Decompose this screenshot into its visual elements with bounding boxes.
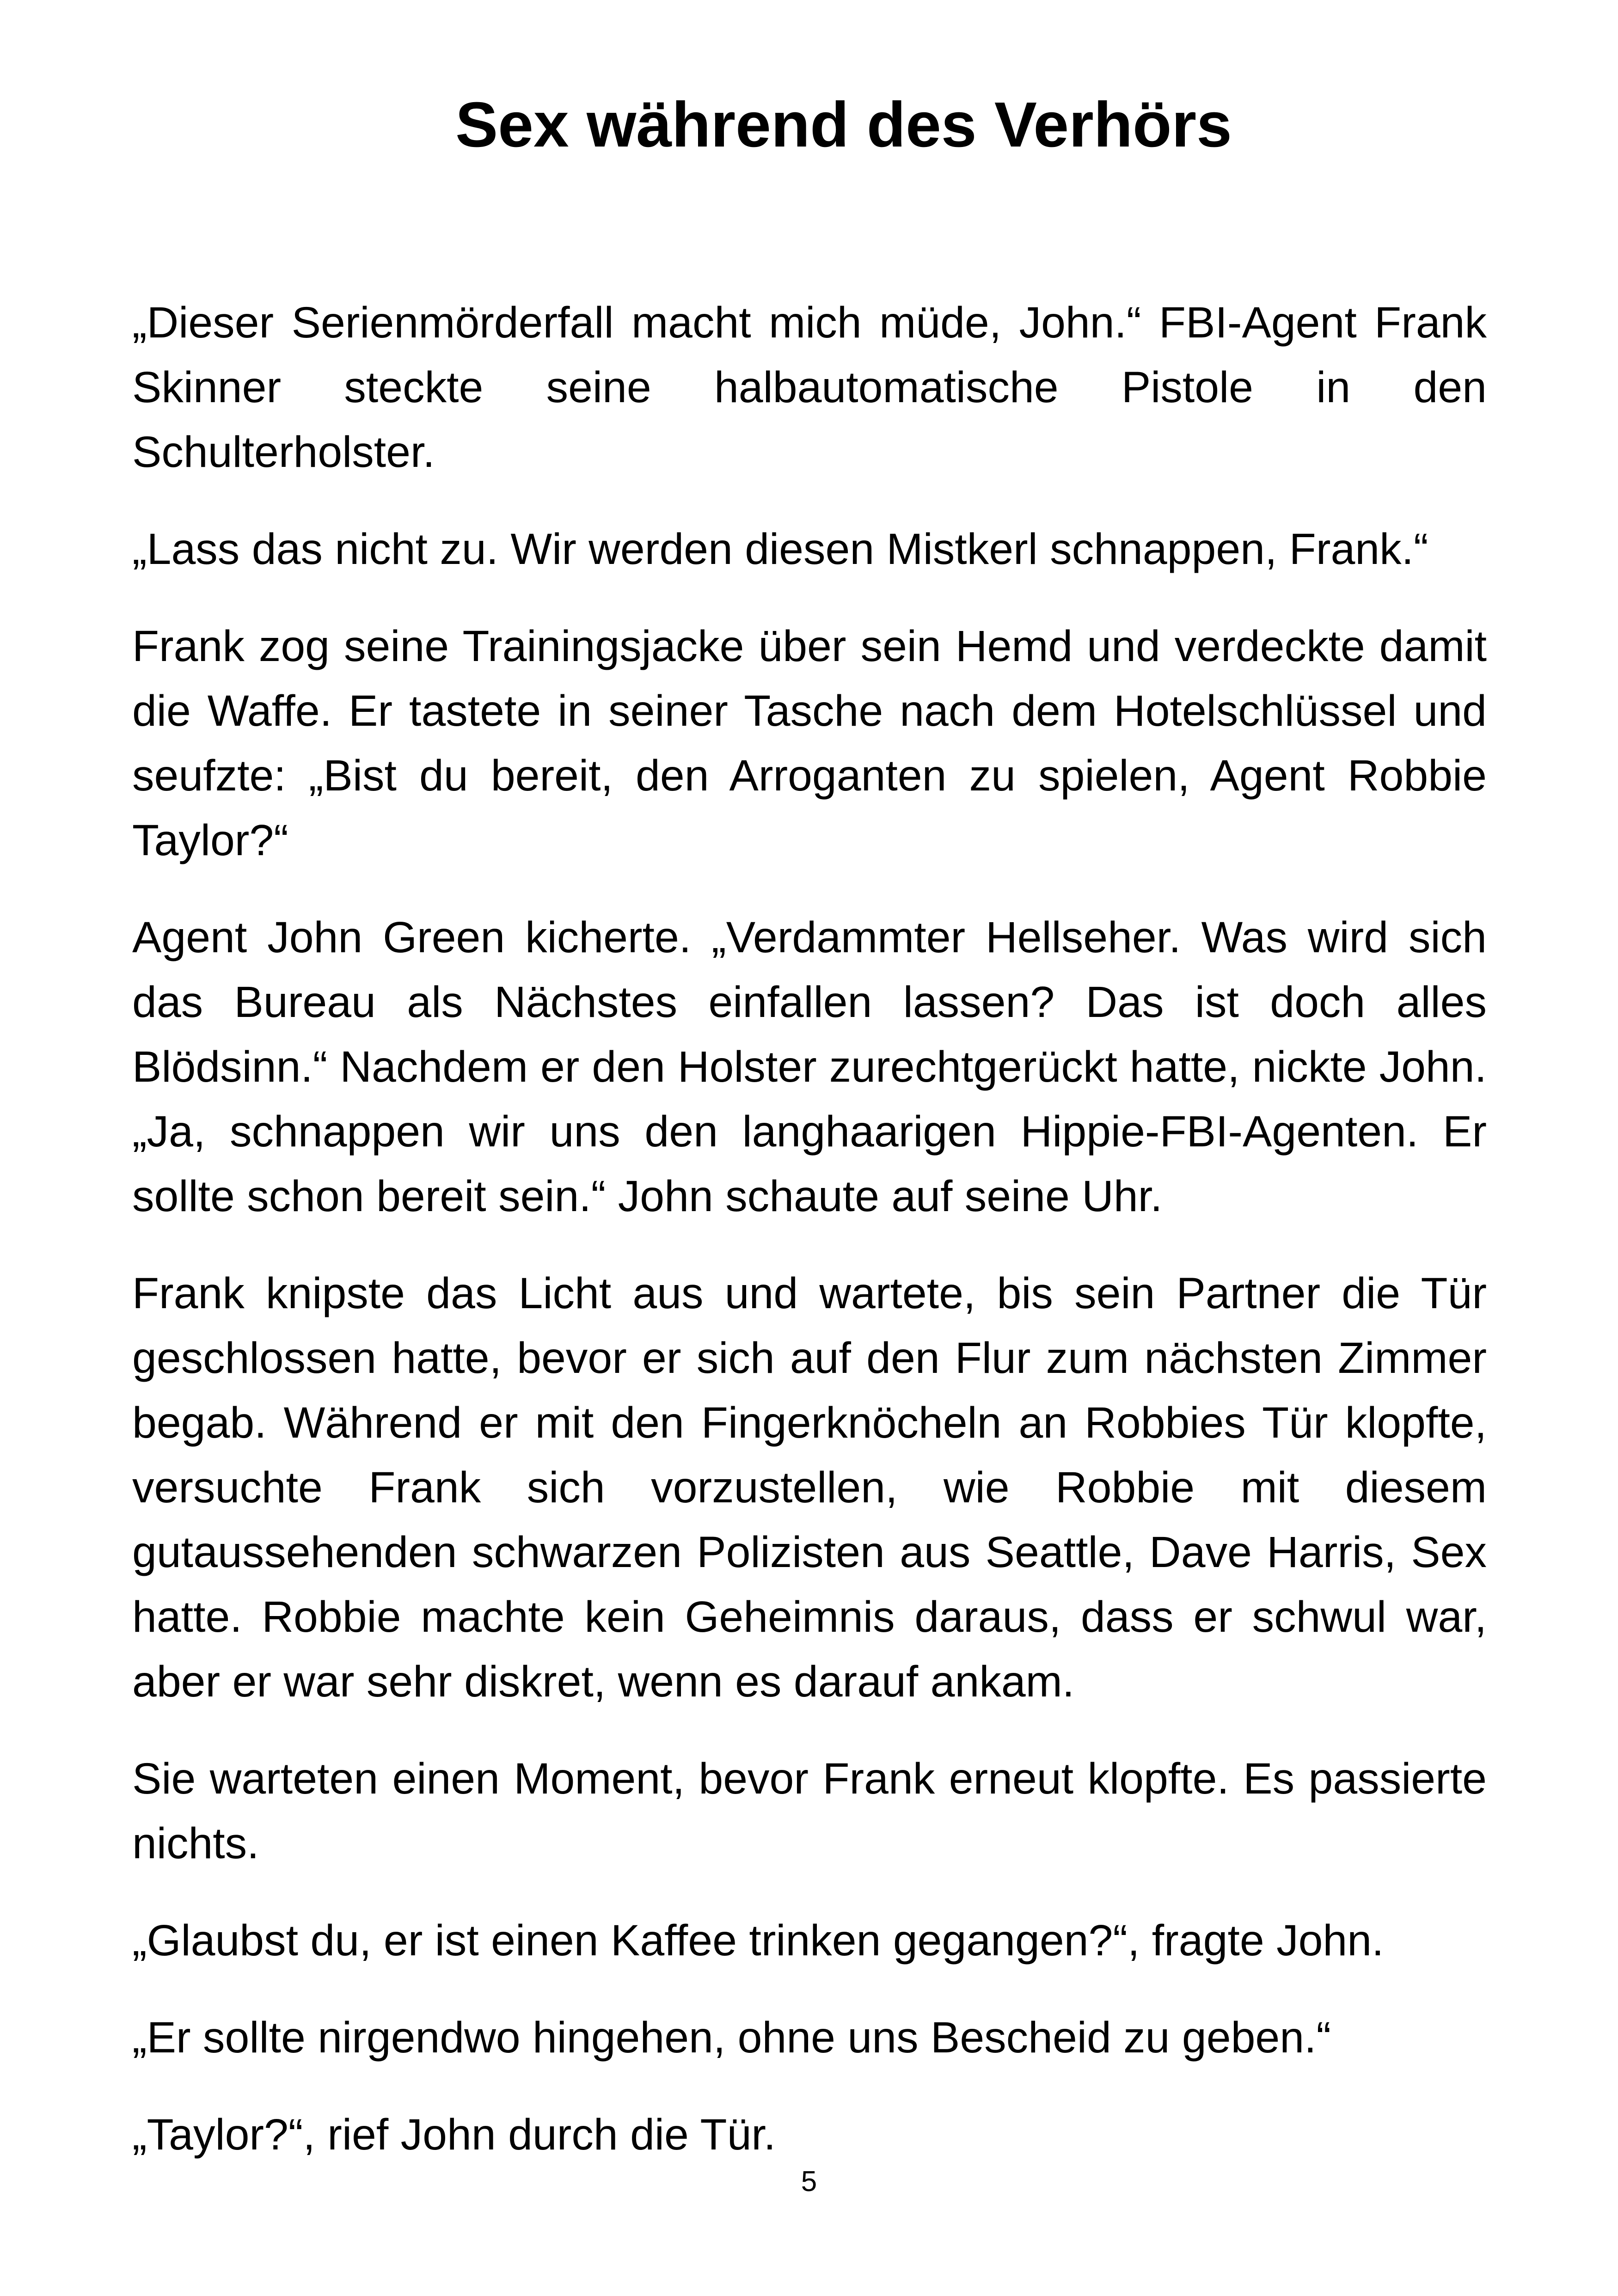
page-number: 5 [801,2166,817,2198]
chapter-title: Sex während des Verhörs [455,89,1232,160]
paragraph: „Glaubst du, er ist einen Kaffee trinken gegangen?“, fragte John. [132,1916,1384,1965]
paragraph: Sie warteten einen Moment, bevor Frank erneut klopfte. Es passierte nichts. [132,1754,1487,1868]
paragraph: Frank knipste das Licht aus und wartete, bis sein Partner die Tür geschlossen hatte, bevor er sich auf den Flur zum nächsten Zimmer begab. Während er mit den Fingerknöcheln an Robbies Tür klopfte, versuchte Frank sich vorzustellen, wie Robbie mit diesem gutaussehenden schwarzen Polizisten aus Seattle, Dave Harris, Sex hatte. Robbie machte kein Geheimnis daraus, dass er schwul war, aber er war sehr diskret, wenn es darauf ankam. [132,1269,1487,1706]
paragraph: „Er sollte nirgendwo hingehen, ohne uns Bescheid zu geben.“ [132,2013,1331,2062]
body-text [132,290,1487,2199]
paragraph: „Taylor?“, rief John durch die Tür. [132,2110,776,2159]
paragraph: Agent John Green kicherte. „Verdammter Hellseher. Was wird sich das Bureau als Nächstes einfallen lassen? Das ist doch alles Blödsinn.“ Nachdem er den Holster zurechtgerückt hatte, nickte John. „Ja, schnappen wir uns den langhaarigen Hippie-FBI-Agenten. Er sollte schon bereit sein.“ John schaute auf seine Uhr. [132,913,1487,1221]
paragraph: „Dieser Serienmörderfall macht mich müde, John.“ FBI-Agent Frank Skinner steckte seine halbautomatische Pistole in den Schulterholster. [132,298,1487,477]
paragraph: Frank zog seine Trainingsjacke über sein Hemd und verdeckte damit die Waffe. Er tastete in seiner Tasche nach dem Hotelschlüssel und seufzte: „Bist du bereit, den Arroganten zu spielen, Agent Robbie Taylor?“ [132,622,1487,865]
paragraph: „Lass das nicht zu. Wir werden diesen Mistkerl schnappen, Frank.“ [132,525,1428,574]
